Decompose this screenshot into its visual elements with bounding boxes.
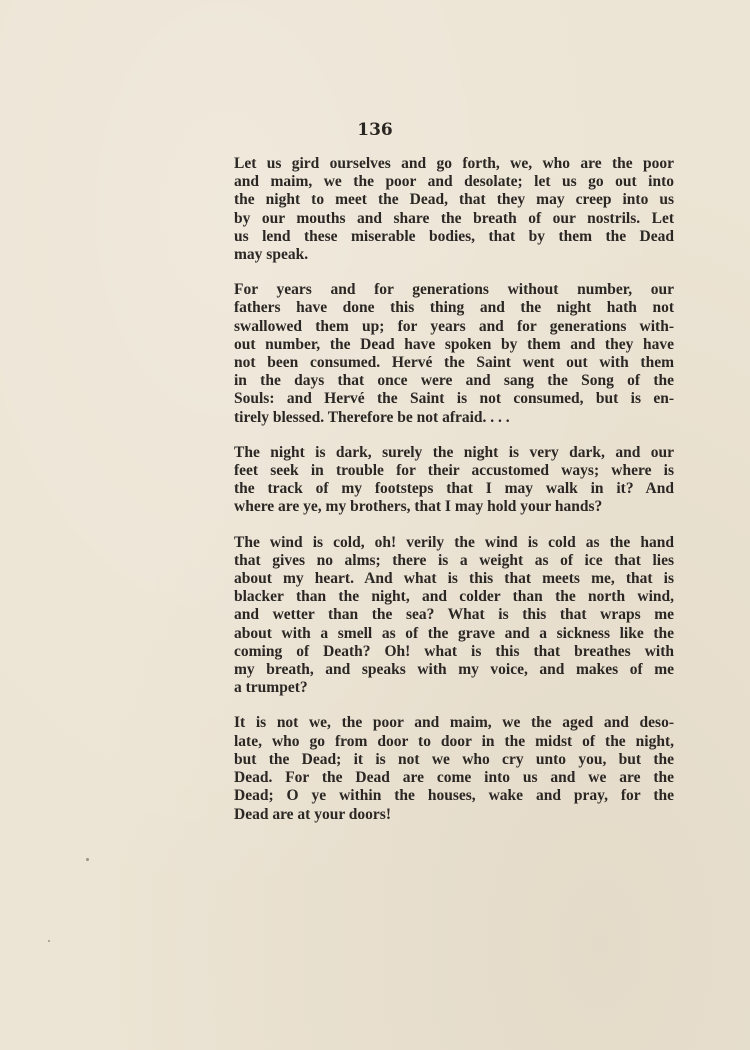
text-line: the night to meet the Dead, that they may creep into us (234, 191, 674, 209)
text-line: fathers have done this thing and the night hath not (234, 299, 674, 317)
text-line: Dead are at your doors! (234, 805, 391, 823)
text-line: late, who go from door to door in the midst of the night, (234, 732, 674, 750)
text-line: blacker than the night, and colder than the north wind, (234, 588, 674, 606)
text-line: us lend these miserable bodies, that by them the Dead (234, 227, 674, 245)
paragraph (234, 534, 674, 698)
text-line: may speak. (234, 246, 309, 264)
text-line: For years and for generations without number, our (234, 281, 674, 299)
text-line: It is not we, the poor and maim, we the aged and deso- (234, 714, 674, 732)
text-line: my breath, and speaks with my voice, and makes of me (234, 661, 674, 679)
paragraph (234, 714, 674, 823)
text-line: the track of my footsteps that I may walk in it? And (234, 480, 674, 498)
text-line: feet seek in trouble for their accustomed ways; where is (234, 462, 674, 480)
paragraph (234, 155, 674, 264)
text-line: out number, the Dead have spoken by them and they have (234, 335, 674, 353)
text-line: Dead. For the Dead are come into us and we are the (234, 769, 674, 787)
text-line: Souls: and Hervé the Saint is not consumed, but is en- (234, 390, 674, 408)
text-line: swallowed them up; for years and for generations with- (234, 317, 674, 335)
paper-speck (86, 858, 89, 861)
text-line: Dead; O ye within the houses, wake and pray, for the (234, 787, 674, 805)
paragraph (234, 444, 674, 517)
text-line: Let us gird ourselves and go forth, we, who are the poor (234, 155, 674, 172)
text-line: The wind is cold, oh! verily the wind is cold as the hand (234, 533, 674, 551)
text-line: a trumpet? (234, 679, 308, 697)
paper-speck (48, 940, 50, 942)
body-text (234, 155, 674, 841)
text-line: by our mouths and share the breath of our nostrils. Let (234, 209, 674, 227)
text-line: but the Dead; it is not we who cry unto you, but the (234, 750, 674, 768)
paragraph (234, 281, 674, 427)
text-line: about with a smell as of the grave and a sickness like the (234, 624, 674, 642)
text-line: about my heart. And what is this that meets me, that is (234, 570, 674, 588)
text-line: and wetter than the sea? What is this that wraps me (234, 606, 674, 624)
text-line: coming of Death? Oh! what is this that breathes with (234, 642, 674, 660)
text-line: not been consumed. Hervé the Saint went out with them (234, 354, 674, 372)
page-number: 136 (357, 120, 393, 140)
text-line: in the days that once were and sang the Song of the (234, 372, 674, 390)
text-line: tirely blessed. Therefore be not afraid. . . . (234, 408, 510, 426)
text-line: where are ye, my brothers, that I may hold your hands? (234, 498, 603, 516)
text-line: and maim, we the poor and desolate; let us go out into (234, 173, 674, 191)
text-line: that gives no alms; there is a weight as of ice that lies (234, 551, 674, 569)
text-line: The night is dark, surely the night is very dark, and our (234, 443, 674, 461)
